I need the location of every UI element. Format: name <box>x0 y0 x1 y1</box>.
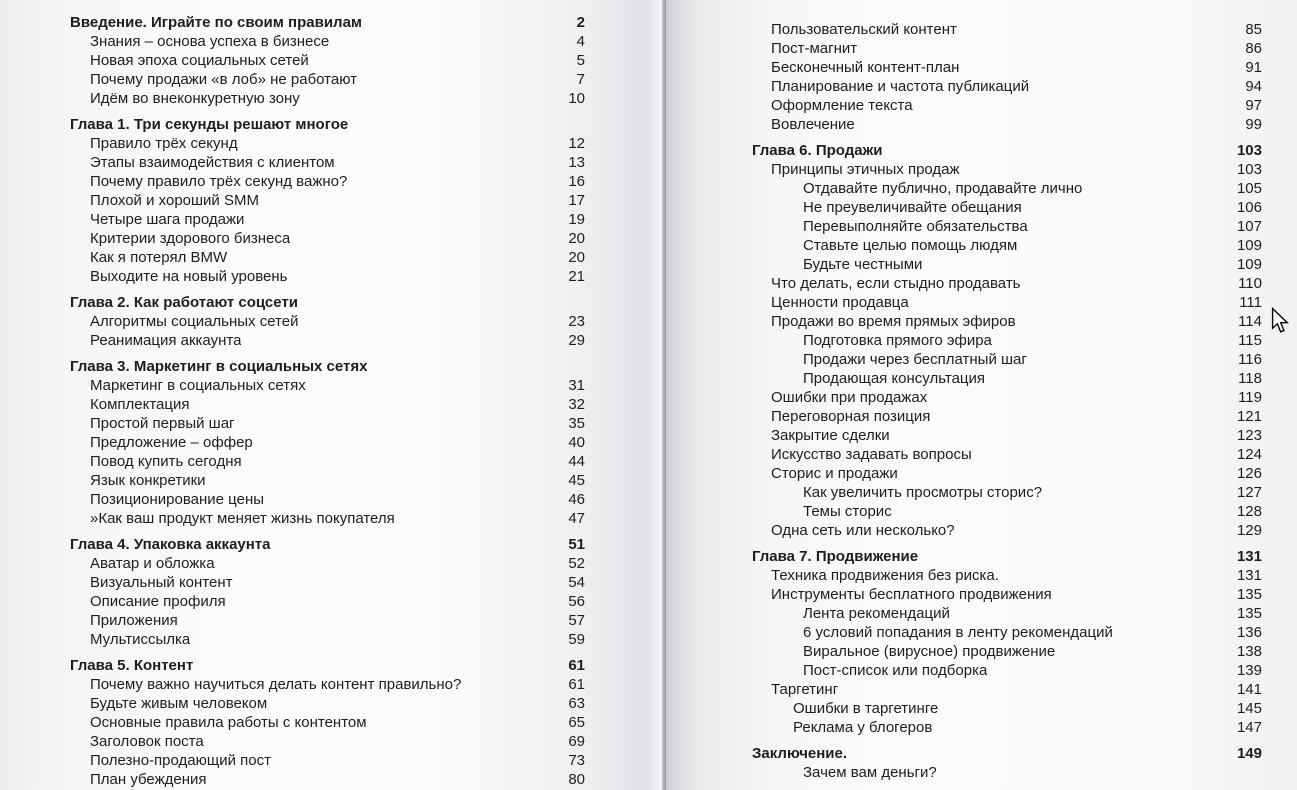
toc-entry <box>70 433 585 452</box>
toc-entry-page-number: 63 <box>568 695 585 712</box>
toc-entry <box>70 554 585 573</box>
toc-entry-page-number: 21 <box>568 268 585 285</box>
toc-entry <box>752 331 1262 350</box>
toc-entry <box>70 573 585 592</box>
toc-entry-page-number: 20 <box>568 249 585 266</box>
toc-entry <box>70 770 585 789</box>
toc-entry-page-number: 45 <box>568 472 585 489</box>
toc-entry-page-number: 17 <box>568 192 585 209</box>
toc-entry <box>752 604 1262 623</box>
toc-entry-page-number: 107 <box>1236 218 1262 235</box>
toc-entry-title: Алгоритмы социальных сетей <box>90 313 299 330</box>
toc-entry <box>752 217 1262 236</box>
toc-entry-page-number: 32 <box>568 396 585 413</box>
toc-entry-page-number: 149 <box>1236 745 1262 762</box>
toc-entry <box>70 471 585 490</box>
toc-entry-page-number: 147 <box>1236 719 1262 736</box>
toc-entry <box>752 464 1262 483</box>
toc-entry-title: Инструменты бесплатного продвижения <box>771 586 1052 603</box>
toc-entry <box>752 198 1262 217</box>
toc-entry <box>752 20 1262 39</box>
toc-entry-page-number: 61 <box>568 676 585 693</box>
toc-entry <box>70 191 585 210</box>
toc-entry-page-number: 40 <box>568 434 585 451</box>
toc-entry-page-number: 105 <box>1236 180 1262 197</box>
toc-entry-page-number: 145 <box>1236 700 1262 717</box>
toc-entry-title: 6 условий попадания в ленту рекомендаций <box>803 624 1113 641</box>
toc-entry-page-number: 91 <box>1245 59 1262 76</box>
toc-entry-title: Закрытие сделки <box>771 427 890 444</box>
toc-entry-title: Ставьте целью помощь людям <box>803 237 1018 254</box>
toc-entry-title: Введение. Играйте по своим правилам <box>70 14 363 31</box>
toc-entry-title: Глава 2. Как работают соцсети <box>70 294 298 311</box>
toc-entry-page-number: 123 <box>1236 427 1262 444</box>
toc-entry-title: Аватар и обложка <box>90 555 215 572</box>
toc-entry <box>752 718 1262 737</box>
toc-entry-page-number: 126 <box>1236 465 1262 482</box>
toc-entry <box>70 376 585 395</box>
toc-entry-title: Оформление текста <box>771 97 913 114</box>
toc-entry-title: Визуальный контент <box>90 574 233 591</box>
toc-entry <box>752 699 1262 718</box>
toc-entry-title: Будьте честными <box>803 256 923 273</box>
toc-entry-title: Четыре шага продажи <box>90 211 245 228</box>
toc-entry <box>752 426 1262 445</box>
toc-entry-title: Бесконечный контент-план <box>771 59 960 76</box>
toc-entry <box>752 445 1262 464</box>
toc-entry-title: Заключение. <box>752 745 848 762</box>
toc-entry-page-number: 111 <box>1239 294 1262 311</box>
toc-entry-page-number: 85 <box>1245 21 1262 38</box>
toc-entry-title: Основные правила работы с контентом <box>90 714 367 731</box>
toc-entry-page-number: 103 <box>1236 161 1262 178</box>
toc-entry-page-number: 13 <box>568 154 585 171</box>
toc-entry <box>70 153 585 172</box>
toc-entry-title: Плохой и хороший SMM <box>90 192 259 209</box>
toc-entry-page-number: 110 <box>1238 275 1262 292</box>
toc-entry <box>70 248 585 267</box>
toc-entry-title: Ошибки при продажах <box>771 389 928 406</box>
toc-entry <box>752 96 1262 115</box>
toc-entry-page-number: 131 <box>1236 567 1262 584</box>
toc-entry-title: Пост-список или подборка <box>803 662 988 679</box>
toc-entry-page-number: 57 <box>568 612 585 629</box>
toc-entry-page-number: 23 <box>568 313 585 330</box>
toc-entry-title: Комплектация <box>90 396 190 413</box>
toc-entry-title: Глава 1. Три секунды решают многое <box>70 116 349 133</box>
toc-entry-title: Пользовательский контент <box>771 21 957 38</box>
toc-entry <box>752 763 1262 782</box>
toc-entry-page-number: 10 <box>568 90 585 107</box>
toc-entry-page-number: 2 <box>576 14 585 31</box>
toc-entry-title: Продажи через бесплатный шаг <box>803 351 1027 368</box>
toc-entry-title: Подготовка прямого эфира <box>803 332 992 349</box>
toc-entry <box>70 535 585 554</box>
toc-entry-page-number: 65 <box>568 714 585 731</box>
toc-entry <box>70 51 585 70</box>
toc-entry-page-number: 135 <box>1236 586 1262 603</box>
toc-entry <box>70 89 585 108</box>
toc-entry <box>70 732 585 751</box>
toc-entry <box>70 331 585 350</box>
toc-entry-page-number: 131 <box>1236 548 1262 565</box>
toc-entry <box>70 115 585 134</box>
toc-entry-title: Почему правило трёх секунд важно? <box>90 173 348 190</box>
toc-entry <box>70 656 585 675</box>
toc-entry <box>752 312 1262 331</box>
toc-entry-page-number: 61 <box>568 657 585 674</box>
toc-right-entries <box>752 20 1262 782</box>
toc-entry-page-number: 59 <box>568 631 585 648</box>
toc-entry-page-number: 52 <box>568 555 585 572</box>
toc-entry-title: Виральное (вирусное) продвижение <box>803 643 1056 660</box>
toc-entry-title: Сторис и продажи <box>771 465 898 482</box>
toc-entry-title: Пост-магнит <box>771 40 858 57</box>
toc-entry-title: Приложения <box>90 612 178 629</box>
toc-entry-page-number: 94 <box>1245 78 1262 95</box>
toc-entry-title: Идём во внеконкуретную зону <box>90 90 300 107</box>
toc-entry <box>752 350 1262 369</box>
toc-entry-page-number: 109 <box>1236 256 1262 273</box>
toc-entry-title: Глава 4. Упаковка аккаунта <box>70 536 271 553</box>
toc-entry <box>70 452 585 471</box>
toc-entry <box>752 141 1262 160</box>
toc-entry <box>70 293 585 312</box>
toc-entry-page-number: 118 <box>1238 370 1262 387</box>
toc-entry <box>70 210 585 229</box>
toc-entry-title: Отдавайте публично, продавайте лично <box>803 180 1083 197</box>
toc-entry <box>70 13 585 32</box>
toc-entry-page-number: 4 <box>576 33 585 50</box>
toc-entry <box>752 255 1262 274</box>
toc-entry-title: Заголовок поста <box>90 733 204 750</box>
toc-entry-page-number: 106 <box>1236 199 1262 216</box>
toc-entry <box>752 585 1262 604</box>
toc-entry <box>752 680 1262 699</box>
toc-entry-title: Принципы этичных продаж <box>771 161 960 178</box>
toc-entry <box>70 490 585 509</box>
toc-entry-title: Глава 6. Продажи <box>752 142 883 159</box>
toc-entry <box>752 58 1262 77</box>
toc-entry-page-number: 141 <box>1236 681 1262 698</box>
toc-entry <box>752 388 1262 407</box>
toc-entry <box>70 395 585 414</box>
toc-entry <box>752 407 1262 426</box>
toc-entry-title: Продающая консультация <box>803 370 986 387</box>
toc-entry-title: Искусство задавать вопросы <box>771 446 972 463</box>
toc-entry-page-number: 86 <box>1245 40 1262 57</box>
toc-entry-page-number: 119 <box>1238 389 1262 406</box>
toc-entry-title: Что делать, если стыдно продавать <box>771 275 1021 292</box>
toc-entry <box>752 39 1262 58</box>
toc-entry <box>752 160 1262 179</box>
toc-entry-page-number: 56 <box>568 593 585 610</box>
toc-entry-page-number: 69 <box>568 733 585 750</box>
toc-entry-page-number: 136 <box>1236 624 1262 641</box>
toc-entry-page-number: 138 <box>1236 643 1262 660</box>
toc-entry-title: Одна сеть или несколько? <box>771 522 955 539</box>
toc-entry <box>70 611 585 630</box>
toc-entry <box>752 179 1262 198</box>
toc-entry-page-number: 139 <box>1236 662 1262 679</box>
toc-entry <box>752 642 1262 661</box>
toc-entry-page-number: 124 <box>1236 446 1262 463</box>
toc-entry-page-number: 12 <box>568 135 585 152</box>
toc-entry-title: Простой первый шаг <box>90 415 235 432</box>
toc-entry <box>70 172 585 191</box>
toc-entry-page-number: 103 <box>1236 142 1262 159</box>
toc-entry-page-number: 19 <box>568 211 585 228</box>
toc-entry-title: Ценности продавца <box>771 294 909 311</box>
toc-entry-title: Не преувеличивайте обещания <box>803 199 1022 216</box>
toc-entry-title: Вовлечение <box>771 116 855 133</box>
toc-entry <box>752 623 1262 642</box>
toc-entry-page-number: 80 <box>568 771 585 788</box>
toc-entry-title: Полезно-продающий пост <box>90 752 271 769</box>
toc-entry-title: Реклама у блогеров <box>793 719 933 736</box>
toc-entry-page-number: 31 <box>568 377 585 394</box>
toc-entry-page-number: 115 <box>1238 332 1262 349</box>
toc-entry <box>752 566 1262 585</box>
toc-entry-title: Зачем вам деньги? <box>803 764 937 781</box>
toc-entry-title: Как увеличить просмотры сторис? <box>803 484 1043 501</box>
toc-entry-title: Новая эпоха социальных сетей <box>90 52 309 69</box>
toc-entry-page-number: 109 <box>1236 237 1262 254</box>
toc-entry-title: Темы сторис <box>803 503 892 520</box>
toc-entry-title: Глава 5. Контент <box>70 657 194 674</box>
toc-entry-title: Знания – основа успеха в бизнесе <box>90 33 330 50</box>
toc-entry-page-number: 47 <box>568 510 585 527</box>
toc-entry <box>70 134 585 153</box>
toc-entry <box>752 274 1262 293</box>
toc-entry <box>70 357 585 376</box>
toc-entry-page-number: 128 <box>1236 503 1262 520</box>
toc-entry-title: Выходите на новый уровень <box>90 268 288 285</box>
toc-entry-page-number: 99 <box>1245 116 1262 133</box>
toc-entry <box>752 547 1262 566</box>
toc-entry <box>70 751 585 770</box>
toc-entry-title: Таргетинг <box>771 681 839 698</box>
toc-entry-title: »Как ваш продукт меняет жизнь покупателя <box>90 510 395 527</box>
toc-entry-title: Перевыполняйте обязательства <box>803 218 1028 235</box>
toc-entry-title: Планирование и частота публикаций <box>771 78 1030 95</box>
toc-entry-title: Глава 3. Маркетинг в социальных сетях <box>70 358 368 375</box>
toc-entry-page-number: 114 <box>1238 313 1262 330</box>
toc-entry-title: Продажи во время прямых эфиров <box>771 313 1016 330</box>
toc-left-entries <box>70 13 585 789</box>
toc-entry-title: Будьте живым человеком <box>90 695 268 712</box>
toc-entry-page-number: 116 <box>1238 351 1262 368</box>
toc-entry <box>70 509 585 528</box>
toc-entry-page-number: 46 <box>568 491 585 508</box>
toc-entry-page-number: 20 <box>568 230 585 247</box>
toc-entry-title: Этапы взаимодействия с клиентом <box>90 154 335 171</box>
toc-entry-title: Глава 7. Продвижение <box>752 548 919 565</box>
toc-page-right <box>666 0 1297 790</box>
toc-entry-title: Мультиссылка <box>90 631 191 648</box>
toc-entry <box>752 661 1262 680</box>
toc-entry-title: Предложение – оффер <box>90 434 253 451</box>
toc-entry-title: Позиционирование цены <box>90 491 265 508</box>
toc-entry <box>752 521 1262 540</box>
toc-entry-title: Реанимация аккаунта <box>90 332 242 349</box>
toc-entry <box>70 312 585 331</box>
toc-entry-page-number: 51 <box>568 536 585 553</box>
toc-entry <box>752 483 1262 502</box>
toc-entry-title: Техника продвижения без риска. <box>771 567 999 584</box>
toc-entry-title: Правило трёх секунд <box>90 135 238 152</box>
toc-entry-title: План убеждения <box>90 771 207 788</box>
toc-entry-title: Повод купить сегодня <box>90 453 242 470</box>
toc-entry-page-number: 16 <box>568 173 585 190</box>
toc-entry <box>70 414 585 433</box>
toc-entry-page-number: 97 <box>1245 97 1262 114</box>
toc-entry-page-number: 5 <box>576 52 585 69</box>
toc-entry-page-number: 129 <box>1236 522 1262 539</box>
toc-entry <box>70 713 585 732</box>
toc-entry <box>70 675 585 694</box>
toc-entry-title: Описание профиля <box>90 593 226 610</box>
toc-entry-page-number: 135 <box>1236 605 1262 622</box>
toc-entry <box>70 630 585 649</box>
toc-entry-title: Ошибки в таргетинге <box>793 700 939 717</box>
toc-entry-title: Почему продажи «в лоб» не работают <box>90 71 358 88</box>
toc-entry-page-number: 73 <box>568 752 585 769</box>
toc-entry-title: Лента рекомендаций <box>803 605 950 622</box>
toc-entry-title: Переговорная позиция <box>771 408 931 425</box>
toc-entry-page-number: 29 <box>568 332 585 349</box>
toc-entry <box>70 229 585 248</box>
toc-entry <box>70 70 585 89</box>
toc-entry-page-number: 44 <box>568 453 585 470</box>
toc-entry <box>752 293 1262 312</box>
toc-entry <box>752 236 1262 255</box>
toc-entry <box>752 744 1262 763</box>
toc-entry-title: Критерии здорового бизнеса <box>90 230 291 247</box>
toc-entry <box>752 369 1262 388</box>
toc-entry <box>752 115 1262 134</box>
toc-entry <box>752 77 1262 96</box>
toc-entry-title: Почему важно научиться делать контент правильно? <box>90 676 462 693</box>
toc-entry <box>752 502 1262 521</box>
toc-entry <box>70 32 585 51</box>
toc-entry <box>70 267 585 286</box>
toc-entry-page-number: 121 <box>1236 408 1262 425</box>
toc-entry-title: Маркетинг в социальных сетях <box>90 377 306 394</box>
toc-entry-title: Как я потерял BMW <box>90 249 228 266</box>
toc-entry-page-number: 127 <box>1236 484 1262 501</box>
toc-entry-page-number: 35 <box>568 415 585 432</box>
toc-entry <box>70 694 585 713</box>
toc-entry-title: Язык конкретики <box>90 472 206 489</box>
toc-entry-page-number: 7 <box>576 71 585 88</box>
toc-entry-page-number: 54 <box>568 574 585 591</box>
toc-entry <box>70 592 585 611</box>
